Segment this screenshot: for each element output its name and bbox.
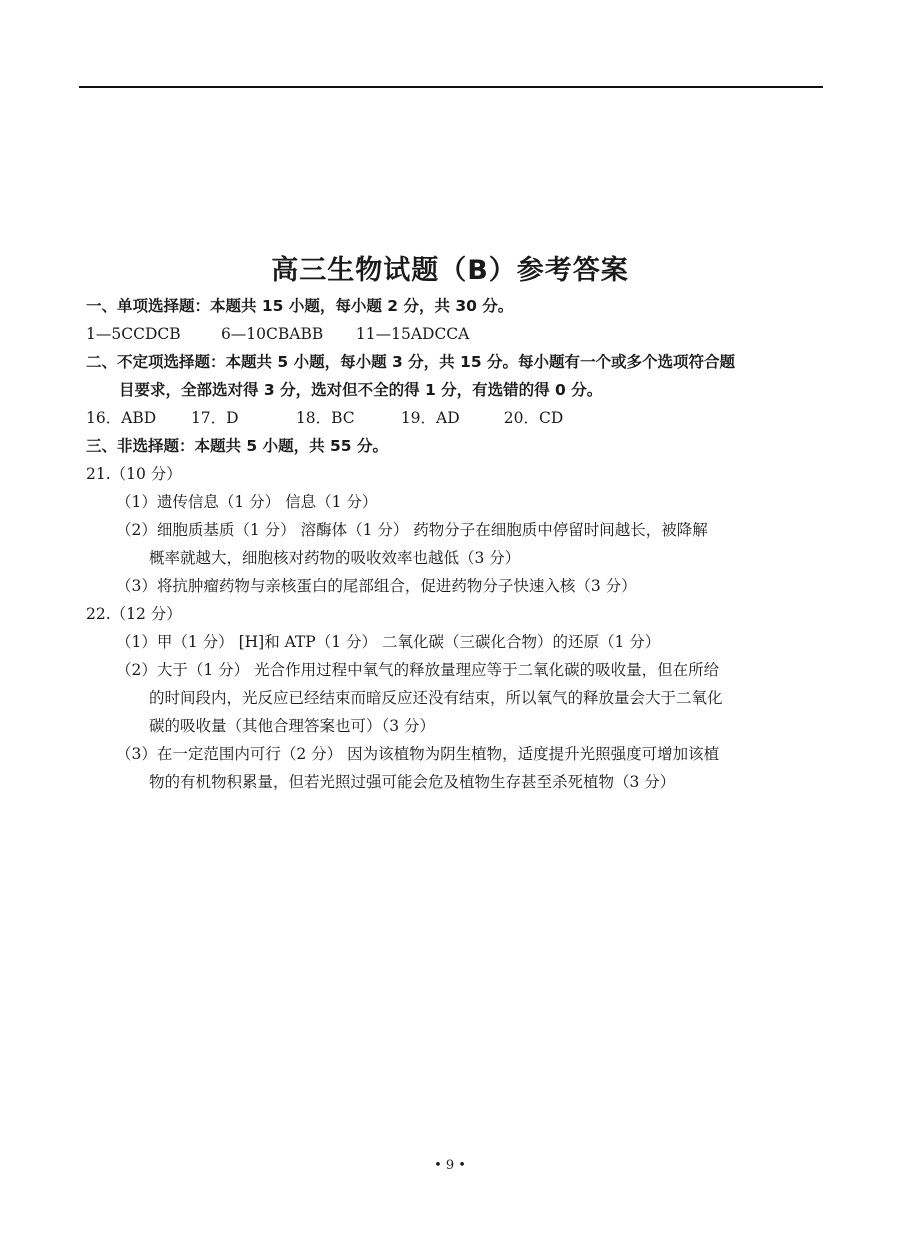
q21-part3: （3）将抗肿瘤药物与亲核蛋白的尾部组合，促进药物分子快速入核（3 分） <box>116 577 637 595</box>
q21-part2-line2: 概率就越大，细胞核对药物的吸收效率也越低（3 分） <box>149 549 521 567</box>
q21-header: 21.（10 分） <box>86 465 182 483</box>
q22-part2-line2: 的时间段内，光反应已经结束而暗反应还没有结束，所以氧气的释放量会大于二氧化 <box>149 689 723 707</box>
q22-part2-line3: 碳的吸收量（其他合理答案也可）（3 分） <box>149 717 436 735</box>
section2-heading-line1: 二、不定项选择题：本题共 5 小题，每小题 3 分，共 15 分。每小题有一个或多个选项符合题 <box>86 353 736 371</box>
section3-heading: 三、非选择题：本题共 5 小题，共 55 分。 <box>86 437 388 455</box>
answer-16: 16．ABD <box>86 409 157 427</box>
answer-20: 20．CD <box>503 409 564 427</box>
answer-group-3: 11—15ADCCA <box>355 325 470 343</box>
section1-heading: 一、单项选择题：本题共 15 小题，每小题 2 分，共 30 分。 <box>86 297 514 315</box>
q22-part3-line2: 物的有机物积累量，但若光照过强可能会危及植物生存甚至杀死植物（3 分） <box>149 773 676 791</box>
answer-group-2: 6—10CBABB <box>220 325 324 343</box>
section1-answers <box>86 324 469 344</box>
header-rule <box>79 86 823 88</box>
answer-19: 19．AD <box>400 409 460 427</box>
page-number: • 9 • <box>434 1158 466 1173</box>
q22-header: 22.（12 分） <box>86 605 182 623</box>
q21-part1: （1）遗传信息（1 分） 信息（1 分） <box>116 493 378 511</box>
section2-heading-line2: 目要求，全部选对得 3 分，选对但不全的得 1 分，有选错的得 0 分。 <box>119 381 603 399</box>
answer-18: 18．BC <box>295 409 355 427</box>
q22-part2-line1: （2）大于（1 分） 光合作用过程中氧气的释放量理应等于二氧化碳的吸收量，但在所给 <box>116 661 720 679</box>
answer-17: 17．D <box>190 409 239 427</box>
page-title: 高三生物试题（B）参考答案 <box>271 255 629 286</box>
answer-group-1: 1—5CCDCB <box>86 325 181 343</box>
q22-part3-line1: （3）在一定范围内可行（2 分） 因为该植物为阴生植物，适度提升光照强度可增加该植 <box>116 745 720 763</box>
q21-part2-line1: （2）细胞质基质（1 分） 溶酶体（1 分） 药物分子在细胞质中停留时间越长，被降解 <box>116 521 708 539</box>
section2-answers <box>86 408 563 428</box>
q22-part1: （1）甲（1 分） [H]和 ATP（1 分） 二氧化碳（三碳化合物）的还原（1 分） <box>116 633 661 651</box>
